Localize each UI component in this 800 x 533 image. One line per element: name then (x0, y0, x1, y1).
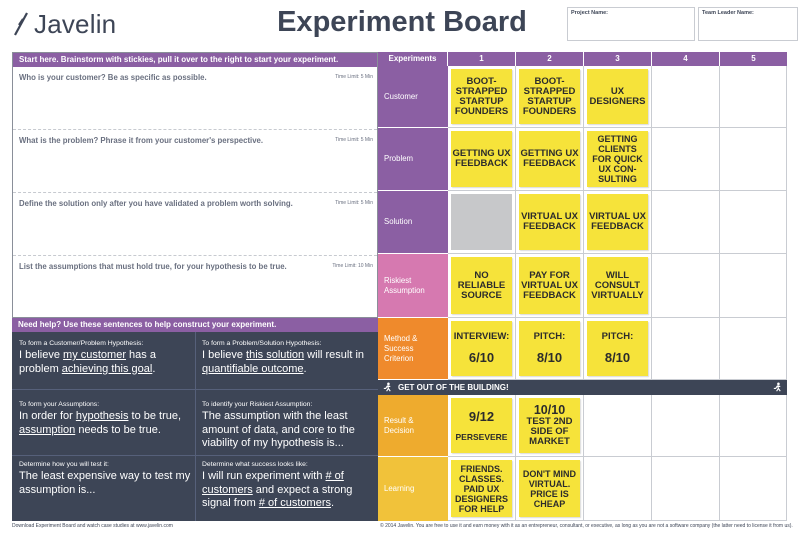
help-success (202, 461, 374, 511)
help-sentence: In order for hypothesis to be true, assumption needs to be true. (19, 410, 182, 436)
column-header-2: 2 (516, 52, 584, 66)
experiments-header: Experiments (378, 52, 448, 66)
cell-result-3[interactable] (584, 395, 652, 457)
cell-customer-4[interactable] (652, 66, 720, 128)
row-label-customer: Customer (378, 66, 448, 128)
cell-learning-5[interactable] (720, 457, 787, 521)
time-limit: Time Limit: 10 Min (332, 263, 373, 269)
sticky-note[interactable]: PAY FOR VIRTUAL UX FEEDBACK (519, 257, 580, 314)
method-score: 8/10 (536, 350, 563, 365)
method-text: PITCH: (533, 331, 566, 342)
cell-customer-2[interactable] (516, 66, 584, 128)
help-sentence: The assumption with the least amount of data, and core to the viability of my hypothesis is... (202, 410, 355, 449)
cell-method-4[interactable] (652, 318, 720, 380)
cell-learning-1[interactable] (448, 457, 516, 521)
project-name-label: Project Name: (571, 10, 608, 16)
method-text: PITCH: (601, 331, 634, 342)
row-label-result: Result & Decision (378, 395, 448, 457)
javelin-logo-icon (12, 11, 30, 37)
help-sentence: The least expensive way to test my assumption is... (19, 470, 191, 496)
cell-solution-2[interactable] (516, 191, 584, 254)
column-header-5: 5 (720, 52, 787, 66)
help-sentence: I will run experiment with # of customers and expect a strong signal from # of customers. (202, 470, 353, 509)
method-score: 6/10 (468, 350, 495, 365)
help-label: To form a Problem/Solution Hypothesis: (202, 340, 322, 347)
cell-learning-2[interactable] (516, 457, 584, 521)
team-leader-label: Team Leader Name: (702, 10, 754, 16)
method-score: 8/10 (604, 350, 631, 365)
result-score: 10/10 (533, 403, 566, 417)
logo-text: Javelin (34, 8, 117, 39)
page-title: Experiment Board (277, 6, 527, 38)
empty-grey-sticky (451, 194, 512, 250)
result-decision: PERSEVERE (455, 432, 508, 442)
sticky-note[interactable]: WILL CONSULT VIRTUALLY (587, 257, 648, 314)
sticky-note[interactable] (587, 321, 648, 376)
cell-problem-5[interactable] (720, 128, 787, 191)
cell-riskiest-2[interactable] (516, 254, 584, 318)
column-header-4: 4 (652, 52, 720, 66)
help-label: To form your Assumptions: (19, 401, 100, 408)
cell-solution-5[interactable] (720, 191, 787, 254)
cell-method-2[interactable] (516, 318, 584, 380)
time-limit: Time Limit: 5 Min (335, 74, 373, 80)
time-limit: Time Limit: 5 Min (335, 137, 373, 143)
cell-learning-4[interactable] (652, 457, 720, 521)
sticky-note[interactable] (451, 398, 512, 453)
sticky-note[interactable]: UX DESIGNERS (587, 69, 648, 124)
column-header-1: 1 (448, 52, 516, 66)
help-customer-problem (19, 340, 191, 376)
brainstorm-panel (12, 52, 378, 318)
cell-problem-1[interactable] (448, 128, 516, 191)
time-limit: Time Limit: 5 Min (335, 200, 373, 206)
cell-method-5[interactable] (720, 318, 787, 380)
cell-result-4[interactable] (652, 395, 720, 457)
cell-customer-5[interactable] (720, 66, 787, 128)
sticky-note[interactable]: GETTING UX FEEDBACK (519, 131, 580, 187)
experiment-grid (378, 52, 787, 521)
sticky-note[interactable]: GETTING CLIENTS FOR QUICK UX CON- SULTING (587, 131, 648, 187)
sticky-note[interactable]: FRIENDS. CLASSES. PAID UX DESIGNERS FOR HELP (451, 460, 512, 517)
cell-riskiest-3[interactable] (584, 254, 652, 318)
javelin-logo (12, 8, 116, 40)
prompt-customer[interactable] (13, 67, 377, 130)
cell-solution-1[interactable] (448, 191, 516, 254)
sticky-note[interactable]: BOOT- STRAPPED STARTUP FOUNDERS (451, 69, 512, 124)
get-out-label: GET OUT OF THE BUILDING! (398, 383, 509, 392)
cell-solution-4[interactable] (652, 191, 720, 254)
row-label-solution: Solution (378, 191, 448, 254)
get-out-of-building-bar (378, 380, 787, 395)
help-problem-solution (202, 340, 374, 376)
cell-riskiest-1[interactable] (448, 254, 516, 318)
sticky-note[interactable]: DON'T MIND VIRTUAL. PRICE IS CHEAP (519, 460, 580, 517)
help-band: Need help? Use these sentences to help construct your experiment. (12, 318, 378, 332)
help-sentence: I believe my customer has a problem achieving this goal. (19, 349, 156, 375)
help-label: Determine what success looks like: (202, 461, 308, 468)
sticky-note[interactable] (519, 398, 580, 453)
footer-copyright: © 2014 Javelin. You are free to use it and earn money with it as an entrepreneur, consultant, or executive, as long as you are not a software company (the latter need to license it from us). (380, 523, 793, 529)
cell-problem-3[interactable] (584, 128, 652, 191)
cell-result-1[interactable] (448, 395, 516, 457)
cell-riskiest-4[interactable] (652, 254, 720, 318)
team-leader-field[interactable] (698, 7, 798, 41)
prompt-text: List the assumptions that must hold true, for your hypothesis to be true. (19, 262, 287, 271)
row-label-problem: Problem (378, 128, 448, 191)
sticky-note[interactable]: BOOT- STRAPPED STARTUP FOUNDERS (519, 69, 580, 124)
help-label: To form a Customer/Problem Hypothesis: (19, 340, 144, 347)
cell-method-3[interactable] (584, 318, 652, 380)
sticky-note[interactable] (451, 321, 512, 376)
prompt-text: Who is your customer? Be as specific as possible. (19, 73, 207, 82)
cell-customer-1[interactable] (448, 66, 516, 128)
cell-learning-3[interactable] (584, 457, 652, 521)
row-label-method: Method & Success Criterion (378, 318, 448, 380)
row-label-learning: Learning (378, 457, 448, 521)
project-name-field[interactable] (567, 7, 695, 41)
help-panel (12, 318, 378, 521)
prompt-text: What is the problem? Phrase it from your customer's perspective. (19, 136, 264, 145)
sticky-note[interactable]: NO RELIABLE SOURCE (451, 257, 512, 314)
sticky-note[interactable]: VIRTUAL UX FEEDBACK (587, 194, 648, 250)
result-decision: TEST 2ND SIDE OF MARKET (526, 416, 573, 447)
column-header-3: 3 (584, 52, 652, 66)
running-person-icon (772, 382, 783, 393)
cell-result-2[interactable] (516, 395, 584, 457)
help-sentence: I believe this solution will result in quantifiable outcome. (202, 349, 365, 375)
sticky-note[interactable]: GETTING UX FEEDBACK (451, 131, 512, 187)
prompt-solution[interactable] (13, 193, 377, 256)
result-score: 9/12 (468, 409, 495, 424)
sticky-note[interactable]: VIRTUAL UX FEEDBACK (519, 194, 580, 250)
help-assumptions (19, 401, 191, 437)
prompt-assumptions[interactable] (13, 256, 377, 317)
cell-problem-4[interactable] (652, 128, 720, 191)
cell-solution-3[interactable] (584, 191, 652, 254)
help-label: To identify your Riskiest Assumption: (202, 401, 313, 408)
cell-method-1[interactable] (448, 318, 516, 380)
cell-result-5[interactable] (720, 395, 787, 457)
cell-customer-3[interactable] (584, 66, 652, 128)
sticky-note[interactable] (519, 321, 580, 376)
method-text: INTERVIEW: (453, 331, 510, 342)
start-here-band: Start here. Brainstorm with stickies, pull it over to the right to start your experiment. (13, 53, 377, 67)
row-label-riskiest: Riskiest Assumption (378, 254, 448, 318)
running-person-icon (382, 382, 393, 393)
help-test (19, 461, 191, 497)
help-label: Determine how you will test it: (19, 461, 109, 468)
cell-problem-2[interactable] (516, 128, 584, 191)
help-riskiest (202, 401, 374, 451)
prompt-problem[interactable] (13, 130, 377, 193)
footer-download: Download Experiment Board and watch case studies at www.javelin.com (12, 523, 173, 529)
prompt-text: Define the solution only after you have validated a problem worth solving. (19, 199, 293, 208)
cell-riskiest-5[interactable] (720, 254, 787, 318)
